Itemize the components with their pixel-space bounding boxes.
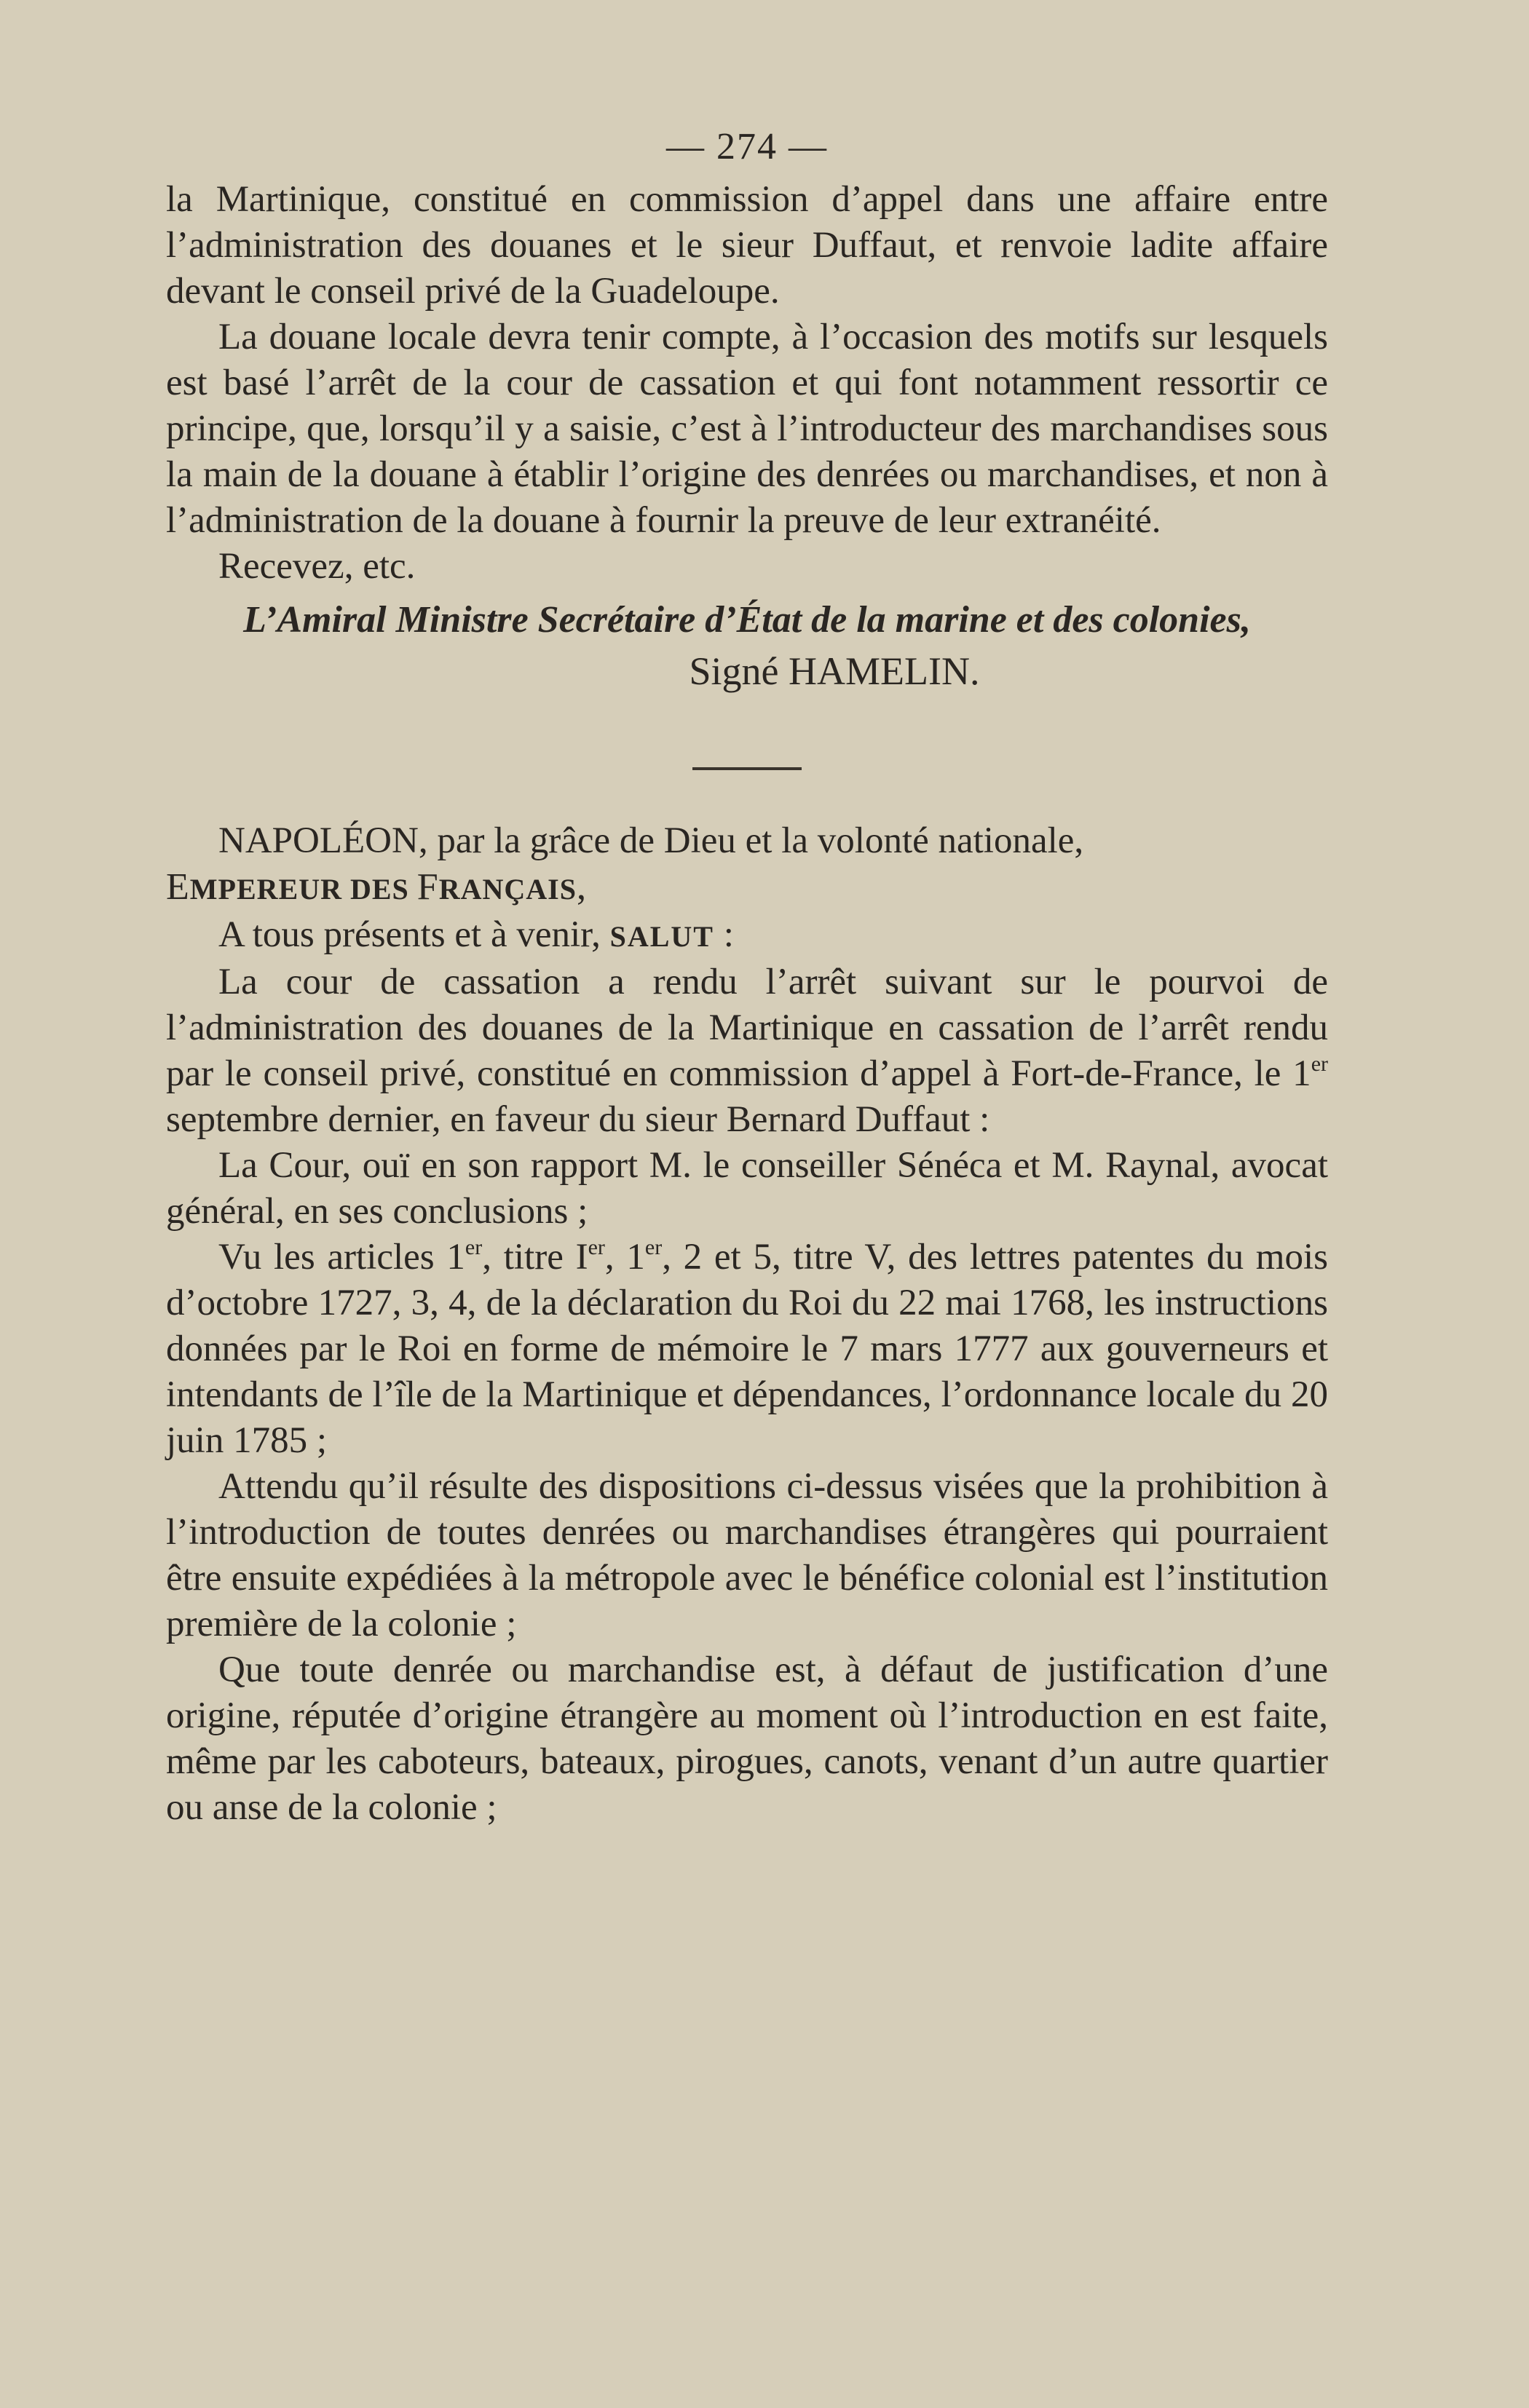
decree-heading-rest: , par la grâce de Dieu et la volonté nationale,: [418, 820, 1084, 861]
book-page: [166, 124, 1328, 1831]
decree-paragraph-5: Que toute denrée ou marchandise est, à défaut de justification d’une origine, réputée d’origine étrangère au moment où l’introduction en est faite, même par les caboteurs, bateaux, pirogues, canots, venant d’un autre quartier ou anse de la colonie ;: [166, 1649, 1328, 1828]
emperor-title: EMPEREUR DES FRANÇAIS,: [166, 866, 587, 908]
decree-paragraph-1: La cour de cassation a rendu l’arrêt suivant sur le pourvoi de l’administration des douanes de la Martinique en cassation de l’arrêt rendu par le conseil privé, constitué en commission d’appel à Fort-de-France, le 1er septembre dernier, en faveur du sieur Bernard Duffaut :: [166, 962, 1328, 1140]
letter-paragraph-1: la Martinique, constitué en commission d’appel dans une affaire entre l’administration des douanes et le sieur Duffaut, et renvoie ladite affaire devant le conseil privé de la Guadeloupe.: [166, 179, 1328, 312]
signature-name: Signé HAMELIN.: [689, 649, 980, 693]
emperor-name: NAPOLÉON: [218, 820, 419, 861]
decree-greeting: A tous présents et à venir, SALUT :: [218, 914, 734, 955]
page-number: — 274 —: [666, 126, 828, 167]
signature-title: L’Amiral Ministre Secrétaire d’État de la marine et des colonies,: [243, 599, 1251, 641]
decree-paragraph-2: La Cour, ouï en son rapport M. le conseiller Sénéca et M. Raynal, avocat général, en ses conclusions ;: [166, 1145, 1328, 1232]
decree-paragraph-4: Attendu qu’il résulte des dispositions ci-dessus visées que la prohibition à l’introduction de toutes denrées ou marchandises étrangères qui pourraient être ensuite expédiées à la métropole avec le bénéfice colonial est l’institution première de la colonie ;: [166, 1466, 1328, 1644]
salut-word: SALUT: [609, 920, 714, 953]
decree-heading: [166, 818, 1328, 864]
letter-paragraph-2: La douane locale devra tenir compte, à l’occasion des motifs sur lesquels est basé l’arrêt de la cour de cassation et qui font notamment ressortir ce principe, que, lorsqu’il y a saisie, c’est à l’introducteur des marchandises sous la main de la douane à établir l’origine des denrées ou marchandises, et non à l’administration de la douane à fournir la preuve de leur extranéité.: [166, 317, 1328, 541]
section-divider: [692, 767, 802, 770]
decree-paragraph-3: Vu les articles 1er, titre Ier, 1er, 2 et 5, titre V, des lettres patentes du mois d’octobre 1727, 3, 4, de la déclaration du Roi du 22 mai 1768, les instructions données par le Roi en forme de mémoire le 7 mars 1777 aux gouverneurs et intendants de l’île de la Martinique et dépendances, l’ordonnance locale du 20 juin 1785 ;: [166, 1235, 1328, 1461]
letter-closing: Recevez, etc.: [218, 546, 416, 587]
